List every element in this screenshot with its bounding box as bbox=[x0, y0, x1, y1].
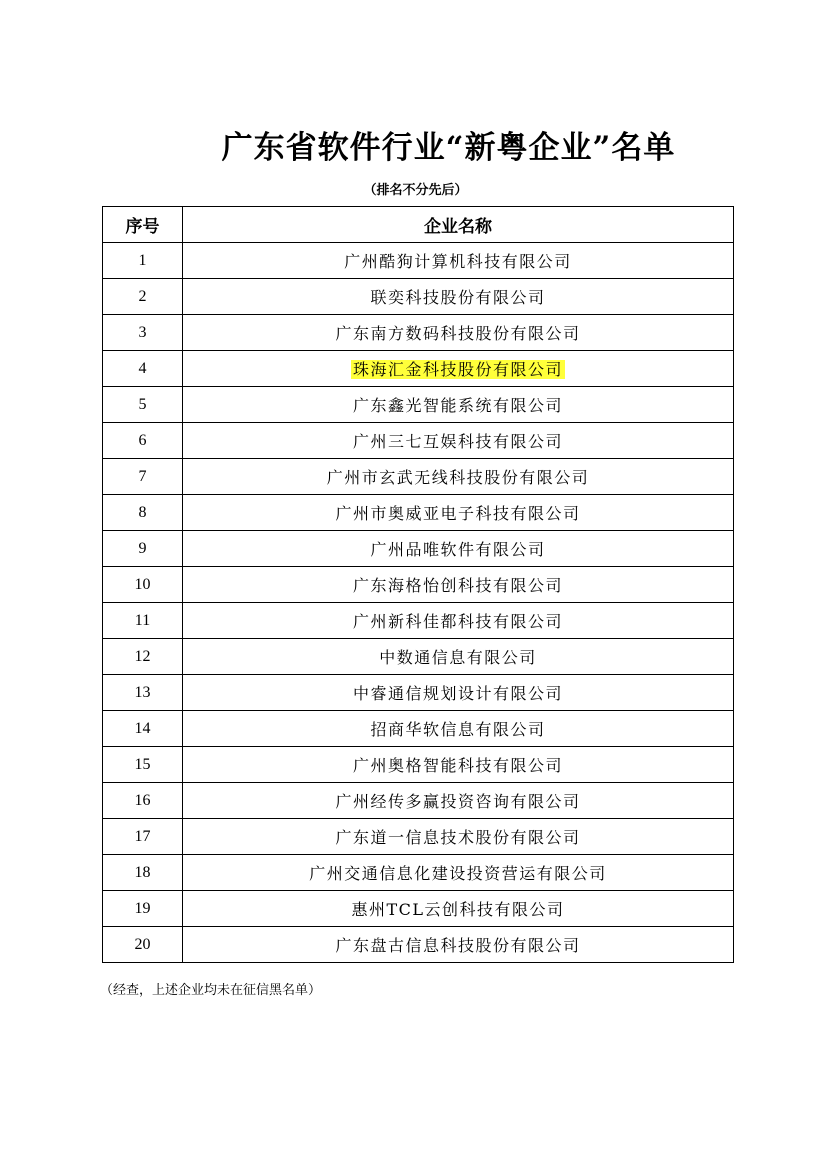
serial-number-cell: 1 bbox=[103, 243, 183, 279]
serial-number-cell: 8 bbox=[103, 495, 183, 531]
table-row bbox=[103, 927, 734, 963]
document-title: 广东省软件行业“新粤企业”名单 bbox=[221, 130, 676, 166]
company-name-cell bbox=[183, 279, 734, 315]
company-name-cell bbox=[183, 531, 734, 567]
company-name: 招商华软信息有限公司 bbox=[370, 720, 546, 739]
company-name-cell bbox=[183, 459, 734, 495]
company-name-cell bbox=[183, 855, 734, 891]
table-header-row bbox=[103, 207, 734, 243]
table-row bbox=[103, 783, 734, 819]
company-name: 广东道一信息技术股份有限公司 bbox=[335, 828, 581, 847]
company-name: 广东鑫光智能系统有限公司 bbox=[352, 396, 563, 415]
table-row bbox=[103, 639, 734, 675]
company-name-cell bbox=[183, 747, 734, 783]
company-name-cell bbox=[183, 675, 734, 711]
company-name: 中睿通信规划设计有限公司 bbox=[352, 684, 563, 703]
company-name: 广州三七互娱科技有限公司 bbox=[352, 432, 563, 451]
serial-number-cell: 2 bbox=[103, 279, 183, 315]
table-row bbox=[103, 747, 734, 783]
company-name: 广州品唯软件有限公司 bbox=[370, 540, 546, 559]
footnote: （经查，上述企业均未在征信黑名单） bbox=[100, 983, 322, 998]
company-name-cell bbox=[183, 639, 734, 675]
company-name: 广东海格怡创科技有限公司 bbox=[352, 576, 563, 595]
company-name-cell bbox=[183, 351, 734, 387]
table-row bbox=[103, 351, 734, 387]
serial-number-cell: 19 bbox=[103, 891, 183, 927]
company-name-cell bbox=[183, 783, 734, 819]
company-name: 惠州TCL云创科技有限公司 bbox=[351, 900, 565, 919]
table-row bbox=[103, 387, 734, 423]
table-row bbox=[103, 567, 734, 603]
company-name-cell bbox=[183, 927, 734, 963]
company-name: 广东南方数码科技股份有限公司 bbox=[335, 324, 581, 343]
table-row bbox=[103, 243, 734, 279]
table-row bbox=[103, 819, 734, 855]
table-row bbox=[103, 423, 734, 459]
company-name-cell bbox=[183, 819, 734, 855]
company-name: 广州市玄武无线科技股份有限公司 bbox=[326, 468, 590, 487]
company-name: 广州奥格智能科技有限公司 bbox=[352, 756, 563, 775]
serial-number-cell: 16 bbox=[103, 783, 183, 819]
serial-number-cell: 5 bbox=[103, 387, 183, 423]
company-name-cell bbox=[183, 567, 734, 603]
serial-number-cell: 7 bbox=[103, 459, 183, 495]
table-row bbox=[103, 315, 734, 351]
company-name-cell bbox=[183, 387, 734, 423]
company-name: 广州新科佳都科技有限公司 bbox=[352, 612, 563, 631]
serial-number-cell: 17 bbox=[103, 819, 183, 855]
company-name-cell bbox=[183, 711, 734, 747]
table-row bbox=[103, 855, 734, 891]
table-row bbox=[103, 711, 734, 747]
table-row bbox=[103, 891, 734, 927]
company-name-cell bbox=[183, 891, 734, 927]
company-name-cell bbox=[183, 423, 734, 459]
table-row bbox=[103, 675, 734, 711]
company-name: 广州酷狗计算机科技有限公司 bbox=[344, 252, 572, 271]
serial-number-cell: 18 bbox=[103, 855, 183, 891]
table-body bbox=[103, 243, 734, 963]
header-serial-number: 序号 bbox=[103, 207, 183, 243]
header-company-name: 企业名称 bbox=[183, 207, 734, 243]
table-row bbox=[103, 603, 734, 639]
company-name-cell bbox=[183, 243, 734, 279]
company-name: 广州交通信息化建设投资营运有限公司 bbox=[309, 864, 607, 883]
company-name: 广州市奥威亚电子科技有限公司 bbox=[335, 504, 581, 523]
serial-number-cell: 3 bbox=[103, 315, 183, 351]
table-row bbox=[103, 495, 734, 531]
company-name-cell bbox=[183, 315, 734, 351]
serial-number-cell: 15 bbox=[103, 747, 183, 783]
company-list-table bbox=[102, 206, 734, 963]
table-row bbox=[103, 279, 734, 315]
table-row bbox=[103, 531, 734, 567]
table-row bbox=[103, 459, 734, 495]
company-name-cell bbox=[183, 495, 734, 531]
company-name: 广东盘古信息科技股份有限公司 bbox=[335, 936, 581, 955]
serial-number-cell: 13 bbox=[103, 675, 183, 711]
serial-number-cell: 10 bbox=[103, 567, 183, 603]
serial-number-cell: 9 bbox=[103, 531, 183, 567]
highlighted-company-name: 珠海汇金科技股份有限公司 bbox=[352, 360, 563, 379]
document-subtitle: （排名不分先后） bbox=[363, 183, 468, 198]
serial-number-cell: 6 bbox=[103, 423, 183, 459]
serial-number-cell: 12 bbox=[103, 639, 183, 675]
serial-number-cell: 11 bbox=[103, 603, 183, 639]
company-name: 联奕科技股份有限公司 bbox=[370, 288, 546, 307]
company-name: 广州经传多赢投资咨询有限公司 bbox=[335, 792, 581, 811]
serial-number-cell: 14 bbox=[103, 711, 183, 747]
company-name: 中数通信息有限公司 bbox=[379, 648, 537, 667]
serial-number-cell: 4 bbox=[103, 351, 183, 387]
serial-number-cell: 20 bbox=[103, 927, 183, 963]
company-name-cell bbox=[183, 603, 734, 639]
